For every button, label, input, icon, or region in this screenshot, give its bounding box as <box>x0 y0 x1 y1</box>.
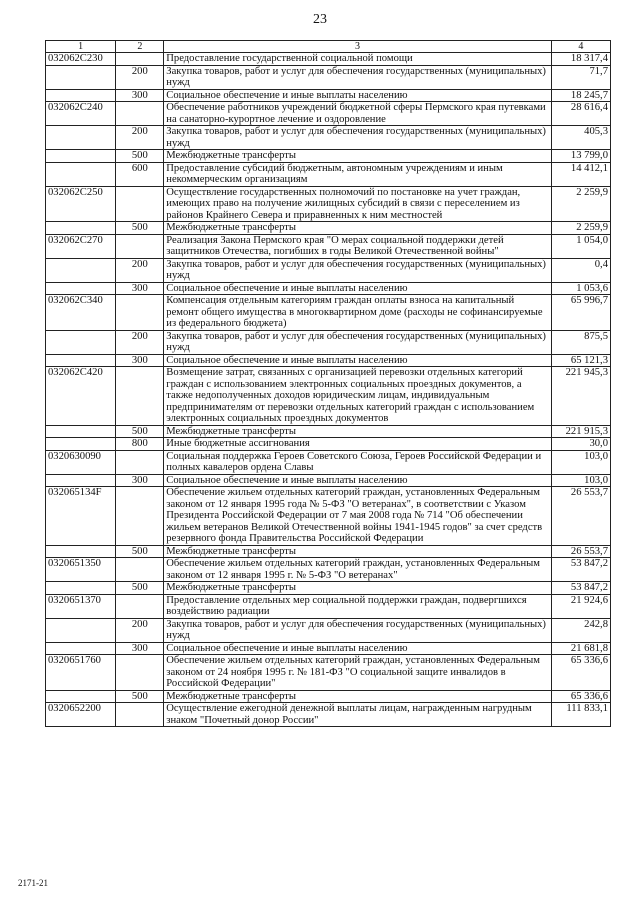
code-cell: 0320630090 <box>46 450 116 474</box>
table-row <box>46 295 611 331</box>
code-cell <box>46 545 116 558</box>
code-cell <box>46 150 116 163</box>
page-number: 23 <box>313 12 327 27</box>
table-row <box>46 282 611 295</box>
code-cell: 032062С270 <box>46 234 116 258</box>
amount-cell: 18 245,7 <box>551 89 610 102</box>
code-cell <box>46 474 116 487</box>
description-cell: Межбюджетные трансферты <box>164 545 552 558</box>
description-cell: Социальное обеспечение и иные выплаты населению <box>164 354 552 367</box>
description-cell: Закупка товаров, работ и услуг для обеспечения государственных (муниципальных) нужд <box>164 330 552 354</box>
amount-cell: 111 833,1 <box>551 703 610 727</box>
code-cell <box>46 65 116 89</box>
table-row <box>46 330 611 354</box>
expense-type-cell <box>116 53 164 66</box>
description-cell: Межбюджетные трансферты <box>164 690 552 703</box>
amount-cell: 0,4 <box>551 258 610 282</box>
table-row <box>46 222 611 235</box>
header-cell-3: 3 <box>164 41 552 53</box>
expense-type-cell: 300 <box>116 474 164 487</box>
expense-type-cell <box>116 594 164 618</box>
amount-cell: 103,0 <box>551 474 610 487</box>
amount-cell: 221 945,3 <box>551 367 610 426</box>
amount-cell: 26 553,7 <box>551 487 610 546</box>
code-cell: 0320651370 <box>46 594 116 618</box>
description-cell: Реализация Закона Пермского края "О мерах социальной поддержки детей защитников Отечества, погибших в годы Великой Отечественной войны" <box>164 234 552 258</box>
table-row <box>46 425 611 438</box>
code-cell <box>46 258 116 282</box>
table-row <box>46 438 611 451</box>
table-row <box>46 53 611 66</box>
table-row <box>46 474 611 487</box>
amount-cell: 30,0 <box>551 438 610 451</box>
code-cell <box>46 330 116 354</box>
description-cell: Предоставление субсидий бюджетным, автономным учреждениям и иным некоммерческим организациям <box>164 162 552 186</box>
code-cell <box>46 126 116 150</box>
description-cell: Социальное обеспечение и иные выплаты населению <box>164 89 552 102</box>
amount-cell: 21 924,6 <box>551 594 610 618</box>
amount-cell: 13 799,0 <box>551 150 610 163</box>
table-header-row <box>46 41 611 53</box>
code-cell: 032062С240 <box>46 102 116 126</box>
description-cell: Социальное обеспечение и иные выплаты населению <box>164 282 552 295</box>
table-row <box>46 558 611 582</box>
table-row <box>46 655 611 691</box>
table-row <box>46 186 611 222</box>
amount-cell: 71,7 <box>551 65 610 89</box>
description-cell: Закупка товаров, работ и услуг для обеспечения государственных (муниципальных) нужд <box>164 618 552 642</box>
code-cell: 032062С230 <box>46 53 116 66</box>
table-row <box>46 258 611 282</box>
code-cell <box>46 618 116 642</box>
amount-cell: 2 259,9 <box>551 186 610 222</box>
table-row <box>46 450 611 474</box>
code-cell: 032062С420 <box>46 367 116 426</box>
expense-type-cell <box>116 655 164 691</box>
code-cell: 032065134F <box>46 487 116 546</box>
table-row <box>46 618 611 642</box>
description-cell: Предоставление государственной социальной помощи <box>164 53 552 66</box>
table-row <box>46 102 611 126</box>
description-cell: Осуществление государственных полномочий по постановке на учет граждан, имеющих право на получение жилищных субсидий в связи с переселением из районов Крайнего Севера и приравненных к ним местностей <box>164 186 552 222</box>
description-cell: Социальное обеспечение и иные выплаты населению <box>164 474 552 487</box>
amount-cell: 28 616,4 <box>551 102 610 126</box>
amount-cell: 65 336,6 <box>551 690 610 703</box>
description-cell: Закупка товаров, работ и услуг для обеспечения государственных (муниципальных) нужд <box>164 126 552 150</box>
amount-cell: 21 681,8 <box>551 642 610 655</box>
amount-cell: 65 996,7 <box>551 295 610 331</box>
description-cell: Обеспечение жильем отдельных категорий граждан, установленных Федеральным законом от 12 января 1995 г. № 5-ФЗ "О ветеранах" <box>164 558 552 582</box>
code-cell: 0320651760 <box>46 655 116 691</box>
description-cell: Межбюджетные трансферты <box>164 150 552 163</box>
table-row <box>46 703 611 727</box>
expense-type-cell <box>116 703 164 727</box>
expense-type-cell <box>116 102 164 126</box>
description-cell: Межбюджетные трансферты <box>164 222 552 235</box>
amount-cell: 1 054,0 <box>551 234 610 258</box>
amount-cell: 221 915,3 <box>551 425 610 438</box>
description-cell: Социальное обеспечение и иные выплаты населению <box>164 642 552 655</box>
expense-type-cell <box>116 367 164 426</box>
table-row <box>46 354 611 367</box>
document-code: 2171-21 <box>18 878 48 888</box>
header-cell-2: 2 <box>116 41 164 53</box>
table-row <box>46 545 611 558</box>
expense-type-cell: 200 <box>116 618 164 642</box>
description-cell: Обеспечение жильем отдельных категорий граждан, установленных Федеральным законом от 24 ноября 1995 г. № 181-ФЗ "О социальной защите инвалидов в Российской Федерации" <box>164 655 552 691</box>
description-cell: Возмещение затрат, связанных с организацией перевозки отдельных категорий граждан с использованием электронных социальных проездных документов, а также недополученных доходов юридическим лицам, индивидуальным предпринимателям от перевозки отдельных категорий граждан с использованием электронных социальных проездных документов <box>164 367 552 426</box>
budget-table <box>45 40 611 727</box>
amount-cell: 14 412,1 <box>551 162 610 186</box>
expense-type-cell: 500 <box>116 222 164 235</box>
expense-type-cell <box>116 487 164 546</box>
expense-type-cell: 300 <box>116 282 164 295</box>
expense-type-cell: 200 <box>116 65 164 89</box>
amount-cell: 405,3 <box>551 126 610 150</box>
expense-type-cell: 500 <box>116 690 164 703</box>
table-row <box>46 65 611 89</box>
expense-type-cell: 200 <box>116 330 164 354</box>
expense-type-cell: 600 <box>116 162 164 186</box>
expense-type-cell: 200 <box>116 258 164 282</box>
amount-cell: 18 317,4 <box>551 53 610 66</box>
description-cell: Предоставление отдельных мер социальной поддержки граждан, подвергшихся воздействию радиации <box>164 594 552 618</box>
description-cell: Обеспечение работников учреждений бюджетной сферы Пермского края путевками на санаторно-курортное лечение и оздоровление <box>164 102 552 126</box>
amount-cell: 65 121,3 <box>551 354 610 367</box>
code-cell <box>46 282 116 295</box>
code-cell: 0320652200 <box>46 703 116 727</box>
expense-type-cell <box>116 558 164 582</box>
amount-cell: 1 053,6 <box>551 282 610 295</box>
code-cell <box>46 582 116 595</box>
code-cell <box>46 354 116 367</box>
table-row <box>46 690 611 703</box>
description-cell: Компенсация отдельным категориям граждан оплаты взноса на капитальный ремонт общего имущества в многоквартирном доме (расходы не софинансируемые из федерального бюджета) <box>164 295 552 331</box>
table-row <box>46 234 611 258</box>
expense-type-cell <box>116 450 164 474</box>
description-cell: Социальная поддержка Героев Советского Союза, Героев Российской Федерации и полных кавалеров ордена Славы <box>164 450 552 474</box>
amount-cell: 2 259,9 <box>551 222 610 235</box>
expense-type-cell <box>116 295 164 331</box>
amount-cell: 53 847,2 <box>551 558 610 582</box>
amount-cell: 875,5 <box>551 330 610 354</box>
description-cell: Иные бюджетные ассигнования <box>164 438 552 451</box>
expense-type-cell: 500 <box>116 545 164 558</box>
table-row <box>46 89 611 102</box>
expense-type-cell: 200 <box>116 126 164 150</box>
code-cell <box>46 425 116 438</box>
table-row <box>46 150 611 163</box>
table-row <box>46 642 611 655</box>
description-cell: Обеспечение жильем отдельных категорий граждан, установленных Федеральным законом от 12 января 1995 года № 5-ФЗ "О ветеранах", в соответствии с Указом Президента Российской Федерации от 7 мая 2008 года № 714 "Об обеспечении жильем ветеранов Великой Отечественной войны 1941-1945 годов" за счет средств резервного фонда Правительства Российской Федерации <box>164 487 552 546</box>
amount-cell: 242,8 <box>551 618 610 642</box>
table-row <box>46 367 611 426</box>
expense-type-cell <box>116 234 164 258</box>
table-row <box>46 582 611 595</box>
header-cell-1: 1 <box>46 41 116 53</box>
amount-cell: 53 847,2 <box>551 582 610 595</box>
table-row <box>46 126 611 150</box>
table-row <box>46 162 611 186</box>
expense-type-cell: 500 <box>116 582 164 595</box>
header-cell-4: 4 <box>551 41 610 53</box>
amount-cell: 103,0 <box>551 450 610 474</box>
amount-cell: 65 336,6 <box>551 655 610 691</box>
description-cell: Осуществление ежегодной денежной выплаты лицам, награжденным нагрудным знаком "Почетный донор России" <box>164 703 552 727</box>
expense-type-cell: 300 <box>116 89 164 102</box>
code-cell: 0320651350 <box>46 558 116 582</box>
expense-type-cell: 500 <box>116 150 164 163</box>
code-cell <box>46 162 116 186</box>
description-cell: Межбюджетные трансферты <box>164 582 552 595</box>
expense-type-cell: 300 <box>116 354 164 367</box>
amount-cell: 26 553,7 <box>551 545 610 558</box>
code-cell <box>46 222 116 235</box>
code-cell <box>46 89 116 102</box>
description-cell: Закупка товаров, работ и услуг для обеспечения государственных (муниципальных) нужд <box>164 258 552 282</box>
description-cell: Межбюджетные трансферты <box>164 425 552 438</box>
table-row <box>46 487 611 546</box>
code-cell <box>46 690 116 703</box>
code-cell <box>46 642 116 655</box>
code-cell <box>46 438 116 451</box>
code-cell: 032062С340 <box>46 295 116 331</box>
table-row <box>46 594 611 618</box>
expense-type-cell: 500 <box>116 425 164 438</box>
expense-type-cell: 300 <box>116 642 164 655</box>
description-cell: Закупка товаров, работ и услуг для обеспечения государственных (муниципальных) нужд <box>164 65 552 89</box>
expense-type-cell <box>116 186 164 222</box>
code-cell: 032062С250 <box>46 186 116 222</box>
expense-type-cell: 800 <box>116 438 164 451</box>
